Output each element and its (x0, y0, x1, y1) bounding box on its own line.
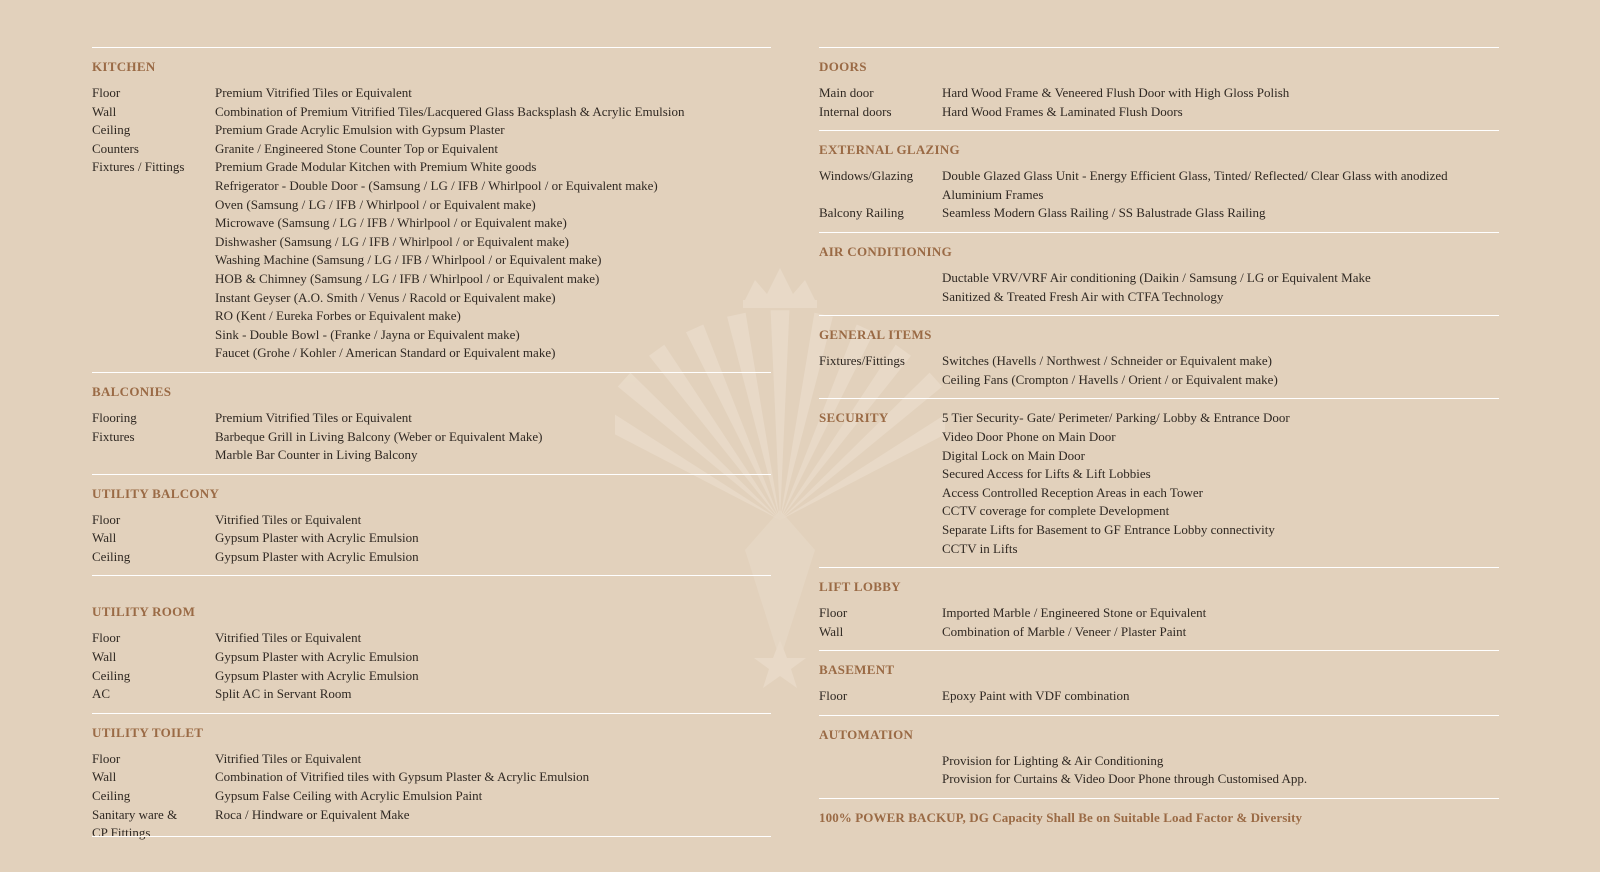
spec-label: Main door (819, 85, 874, 100)
spec-row (819, 167, 1499, 204)
spec-value: Premium Vitrified Tiles or Equivalent (215, 85, 412, 100)
section-heading: SECURITY (819, 410, 889, 426)
spec-value: Combination of Marble / Veneer / Plaster Paint (942, 623, 1187, 639)
spec-value: Granite / Engineered Stone Counter Top or Equivalent (215, 140, 498, 156)
spec-label: Sanitary ware & (92, 806, 178, 822)
spec-value: Secured Access for Lifts & Lift Lobbies (942, 466, 1151, 482)
spec-row (819, 623, 1499, 642)
spec-label (819, 269, 942, 288)
spec-row (819, 371, 1499, 390)
spec-value: Switches (Havells / Northwest / Schneider or Equivalent make) (942, 353, 1272, 369)
spec-value: Dishwasher (Samsung / LG / IFB / Whirlpool / or Equivalent make) (215, 233, 569, 249)
spec-label (819, 465, 942, 484)
spec-row (819, 428, 1499, 447)
spec-value: Refrigerator - Double Door - (Samsung / LG / IFB / Whirlpool / or Equivalent make) (215, 177, 658, 193)
spec-label: Counters (92, 140, 139, 156)
spec-value: Vitrified Tiles or Equivalent (215, 630, 362, 646)
spec-label (92, 270, 215, 289)
spec-label: Wall (92, 103, 117, 119)
spec-row (92, 667, 771, 686)
spec-label (819, 484, 942, 503)
spec-label: Flooring (92, 409, 137, 425)
spec-value: Marble Bar Counter in Living Balcony (215, 447, 418, 463)
spec-row (92, 84, 771, 103)
section-heading: AIR CONDITIONING (819, 243, 953, 259)
spec-value: Faucet (Grohe / Kohler / American Standard or Equivalent make) (215, 345, 556, 361)
spec-value: Hard Wood Frames & Laminated Flush Doors (942, 103, 1183, 119)
spec-label: Floor (92, 630, 121, 646)
spec-value: Gypsum False Ceiling with Acrylic Emulsion Paint (215, 788, 483, 804)
spec-row (819, 502, 1499, 521)
spec-label (92, 446, 215, 465)
spec-value: Split AC in Servant Room (215, 686, 352, 702)
spec-value: Imported Marble / Engineered Stone or Equivalent (942, 605, 1207, 621)
spec-label: Floor (92, 511, 121, 527)
spec-label (92, 307, 215, 326)
spec-row (92, 158, 771, 177)
spec-row (92, 307, 771, 326)
section-utility-toilet (92, 713, 771, 852)
section-heading: BASEMENT (819, 662, 895, 678)
spec-value: Roca / Hindware or Equivalent Make (215, 806, 410, 822)
spec-row (92, 177, 771, 196)
spec-label: Wall (92, 769, 117, 785)
section-external-glazing (819, 130, 1499, 232)
section-balconies (92, 372, 771, 474)
section-heading: AUTOMATION (819, 726, 914, 742)
spec-label: AC (92, 686, 111, 702)
spec-label (819, 447, 942, 466)
spec-row (92, 251, 771, 270)
spec-value: Gypsum Plaster with Acrylic Emulsion (215, 667, 419, 683)
spec-row (92, 787, 771, 806)
spec-row (819, 604, 1499, 623)
spec-label (819, 770, 942, 789)
spec-row (92, 121, 771, 140)
section-air-conditioning (819, 232, 1499, 315)
spec-row (92, 196, 771, 215)
section-automation (819, 715, 1499, 798)
spec-label (92, 344, 215, 363)
spec-value: Separate Lifts for Basement to GF Entrance Lobby connectivity (942, 521, 1275, 537)
spec-value: Sanitized & Treated Fresh Air with CTFA Technology (942, 288, 1224, 304)
spec-value: Premium Grade Modular Kitchen with Premium White goods (215, 159, 537, 175)
spec-value: Provision for Lighting & Air Conditioning (942, 752, 1164, 768)
spec-row (92, 511, 771, 530)
spec-row (819, 352, 1499, 371)
spec-row (819, 521, 1499, 540)
spec-row (819, 447, 1499, 466)
spec-label: Internal doors (819, 103, 892, 119)
spec-row (92, 768, 771, 787)
bottom-divider (92, 836, 771, 837)
left-spec-column (92, 47, 771, 852)
spec-label: Floor (819, 605, 848, 621)
spec-value: Barbeque Grill in Living Balcony (Weber or Equivalent Make) (215, 428, 543, 444)
spec-row (819, 84, 1499, 103)
spec-row (92, 289, 771, 308)
section-heading: BALCONIES (92, 383, 172, 399)
spec-value: Instant Geyser (A.O. Smith / Venus / Racold or Equivalent make) (215, 289, 556, 305)
spec-label (92, 196, 215, 215)
spec-label (819, 371, 942, 390)
spec-row (92, 529, 771, 548)
spec-row (92, 824, 771, 843)
spec-label: Wall (92, 530, 117, 546)
spec-row (819, 269, 1499, 288)
section-lift-lobby (819, 567, 1499, 650)
spec-row (92, 548, 771, 567)
section-utility-balcony (92, 474, 771, 576)
spec-label: CP Fittings (92, 825, 151, 841)
spec-value: HOB & Chimney (Samsung / LG / IFB / Whirlpool / or Equivalent make) (215, 270, 600, 286)
spec-value: Gypsum Plaster with Acrylic Emulsion (215, 530, 419, 546)
section-utility-room (92, 575, 771, 712)
spec-value: Combination of Vitrified tiles with Gypsum Plaster & Acrylic Emulsion (215, 769, 590, 785)
section-heading: UTILITY ROOM (92, 604, 196, 620)
section-kitchen (92, 47, 771, 372)
spec-label: Wall (819, 623, 844, 639)
spec-value: Ductable VRV/VRF Air conditioning (Daikin / Samsung / LG or Equivalent Make (942, 269, 1371, 285)
spec-label (92, 289, 215, 308)
section-general-items (819, 315, 1499, 398)
section-heading: GENERAL ITEMS (819, 327, 932, 343)
spec-value: Combination of Premium Vitrified Tiles/Lacquered Glass Backsplash & Acrylic Emulsion (215, 103, 685, 119)
spec-row (92, 409, 771, 428)
spec-value: Premium Vitrified Tiles or Equivalent (215, 409, 412, 425)
spec-label: Wall (92, 649, 117, 665)
spec-label: Ceiling (92, 548, 131, 564)
spec-label (819, 502, 942, 521)
spec-row (819, 288, 1499, 307)
spec-value: Premium Grade Acrylic Emulsion with Gypsum Plaster (215, 122, 505, 138)
spec-value: RO (Kent / Eureka Forbes or Equivalent make) (215, 308, 461, 324)
spec-label (92, 177, 215, 196)
section-heading: LIFT LOBBY (819, 579, 901, 595)
section-security (819, 398, 1499, 567)
spec-label (819, 521, 942, 540)
spec-value: Vitrified Tiles or Equivalent (215, 750, 362, 766)
spec-row (819, 770, 1499, 789)
spec-row (92, 750, 771, 769)
spec-row (92, 446, 771, 465)
section-doors (819, 47, 1499, 130)
spec-value: Seamless Modern Glass Railing / SS Balustrade Glass Railing (942, 205, 1266, 221)
section-heading: UTILITY BALCONY (92, 485, 220, 501)
section-heading: KITCHEN (92, 59, 156, 74)
spec-row (92, 270, 771, 289)
spec-value: Sink - Double Bowl - (Franke / Jayna or Equivalent make) (215, 326, 520, 342)
spec-value: Provision for Curtains & Video Door Phone through Customised App. (942, 771, 1308, 787)
spec-value: Oven (Samsung / LG / IFB / Whirlpool / or Equivalent make) (215, 196, 536, 212)
spec-row (92, 428, 771, 447)
spec-row (819, 204, 1499, 223)
spec-label: Windows/Glazing (819, 168, 914, 184)
right-spec-column (819, 47, 1499, 836)
spec-row (819, 540, 1499, 559)
spec-value: Gypsum Plaster with Acrylic Emulsion (215, 548, 419, 564)
section-heading: DOORS (819, 59, 867, 74)
spec-label (819, 288, 942, 307)
spec-row (92, 648, 771, 667)
spec-label: Balcony Railing (819, 205, 904, 221)
spec-label (92, 326, 215, 345)
spec-row (92, 326, 771, 345)
power-backup-note-section (819, 798, 1499, 836)
section-heading: UTILITY TOILET (92, 724, 204, 740)
spec-value: Epoxy Paint with VDF combination (942, 688, 1130, 704)
spec-row (92, 685, 771, 704)
spec-row (92, 233, 771, 252)
spec-label (819, 428, 942, 447)
spec-row (92, 140, 771, 159)
power-backup-note: 100% POWER BACKUP, DG Capacity Shall Be on Suitable Load Factor & Diversity (819, 810, 1303, 826)
spec-label: Floor (819, 688, 848, 704)
spec-row (819, 465, 1499, 484)
spec-label: Fixtures / Fittings (92, 159, 185, 175)
spec-value: Ceiling Fans (Crompton / Havells / Orient / or Equivalent make) (942, 371, 1278, 387)
spec-label: Floor (92, 750, 121, 766)
spec-label: Ceiling (92, 667, 131, 683)
spec-row (819, 752, 1499, 771)
spec-row (819, 409, 1499, 428)
spec-value (215, 824, 771, 843)
spec-label (92, 233, 215, 252)
spec-row (92, 214, 771, 233)
spec-value: Microwave (Samsung / LG / IFB / Whirlpool / or Equivalent make) (215, 215, 567, 231)
spec-label: Floor (92, 85, 121, 100)
spec-label (819, 752, 942, 771)
spec-row (92, 344, 771, 363)
spec-value: Vitrified Tiles or Equivalent (215, 511, 362, 527)
spec-row (819, 484, 1499, 503)
spec-label (92, 251, 215, 270)
spec-value: Access Controlled Reception Areas in each Tower (942, 484, 1203, 500)
section-heading: EXTERNAL GLAZING (819, 142, 960, 158)
spec-row (819, 687, 1499, 706)
spec-label (92, 214, 215, 233)
spec-row (819, 103, 1499, 122)
spec-label (819, 540, 942, 559)
spec-value: CCTV coverage for complete Development (942, 503, 1170, 519)
spec-value: Gypsum Plaster with Acrylic Emulsion (215, 649, 419, 665)
spec-row (92, 806, 771, 825)
spec-label: Fixtures/Fittings (819, 353, 905, 369)
spec-label (819, 409, 942, 428)
spec-value: Hard Wood Frame & Veneered Flush Door with High Gloss Polish (942, 85, 1290, 100)
spec-value: Double Glazed Glass Unit - Energy Efficient Glass, Tinted/ Reflected/ Clear Glass with anodized Aluminium Frames (942, 168, 1448, 202)
spec-label: Ceiling (92, 788, 131, 804)
spec-value: Video Door Phone on Main Door (942, 428, 1116, 444)
spec-value: Washing Machine (Samsung / LG / IFB / Whirlpool / or Equivalent make) (215, 252, 602, 268)
spec-label: Fixtures (92, 428, 135, 444)
spec-label: Ceiling (92, 122, 131, 138)
spec-value: Digital Lock on Main Door (942, 447, 1085, 463)
spec-value: CCTV in Lifts (942, 540, 1018, 556)
spec-value: 5 Tier Security- Gate/ Perimeter/ Parking/ Lobby & Entrance Door (942, 410, 1290, 426)
spec-row (92, 103, 771, 122)
spec-row (92, 629, 771, 648)
section-basement (819, 650, 1499, 715)
